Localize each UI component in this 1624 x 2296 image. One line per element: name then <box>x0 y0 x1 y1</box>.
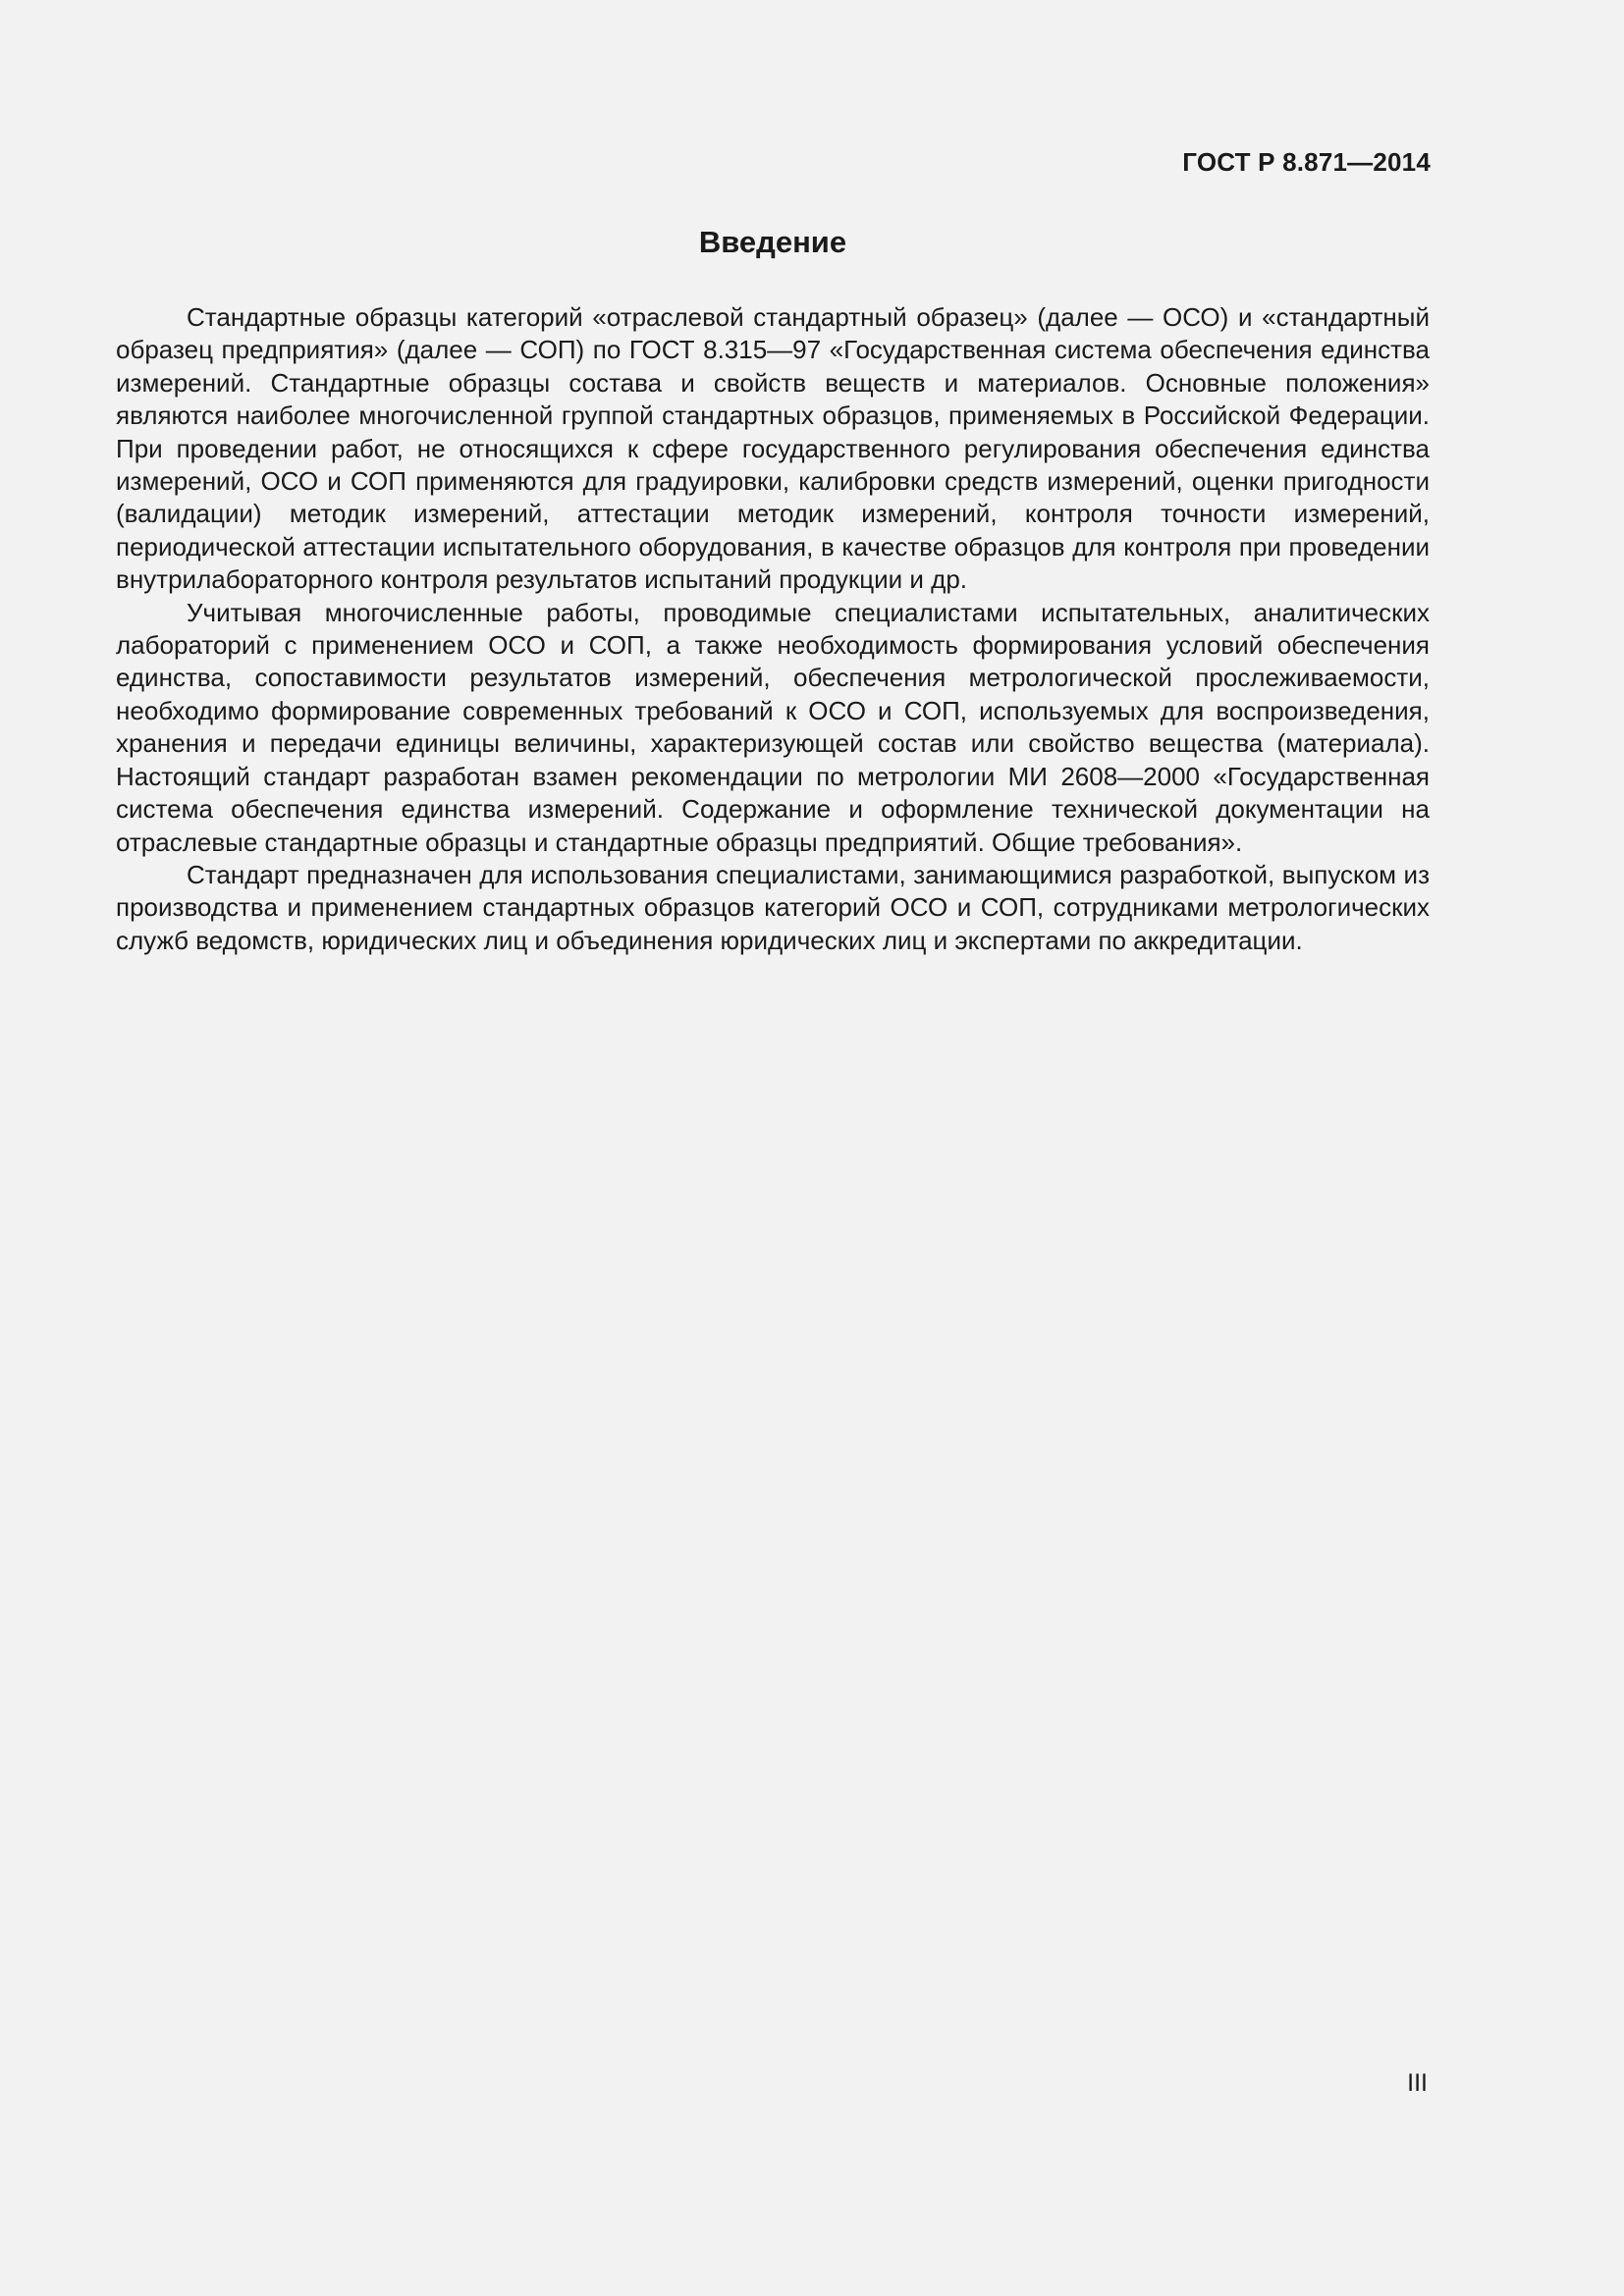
paragraph: Стандарт предназначен для использования специалистами, занимающимися разработкой, выпуском из производства и применением стандартных образцов категорий ОСО и СОП, сотрудниками метрологических служб ведомств, юридических лиц и объединения юридических лиц и экспертами по аккредитации. <box>116 859 1430 955</box>
document-code: ГОСТ Р 8.871—2014 <box>1182 147 1431 177</box>
paragraph: Стандартные образцы категорий «отраслевой стандартный образец» (далее — ОСО) и «стандартный образец предприятия» (далее — СОП) по ГОСТ 8.315—97 «Государственная система обеспечения единства измерений. Стандартные образцы состава и свойств веществ и материалов. Основные положения» являются наиболее многочисленной группой стандартных образцов, применяемых в Российской Федерации. При проведении работ, не относящихся к сфере государственного регулирования обеспечения единства измерений, ОСО и СОП применяются для градуировки, калибровки средств измерений, оценки пригодности (валидации) методик измерений, аттестации методик измерений, контроля точности измерений, периодической аттестации испытательного оборудования, в качестве образцов для контроля при проведении внутрилабораторного контроля результатов испытаний продукции и др. <box>116 302 1430 595</box>
paragraph: Учитывая многочисленные работы, проводимые специалистами испытательных, аналитических лабораторий с применением ОСО и СОП, а также необходимость формирования условий обеспечения единства, сопоставимости результатов измерений, обеспечения метрологической прослеживаемости, необходимо формирование современных требований к ОСО и СОП, используемых для воспроизведения, хранения и передачи единицы величины, характеризующей состав или свойство вещества (материала). Настоящий стандарт разработан взамен рекомендации по метрологии МИ 2608—2000 «Государственная система обеспечения единства измерений. Содержание и оформление технической документации на отраслевые стандартные образцы и стандартные образцы предприятий. Общие требования». <box>116 597 1430 857</box>
body-text <box>116 301 1430 957</box>
page-number: III <box>1407 2069 1428 2097</box>
section-title: Введение <box>698 225 847 259</box>
